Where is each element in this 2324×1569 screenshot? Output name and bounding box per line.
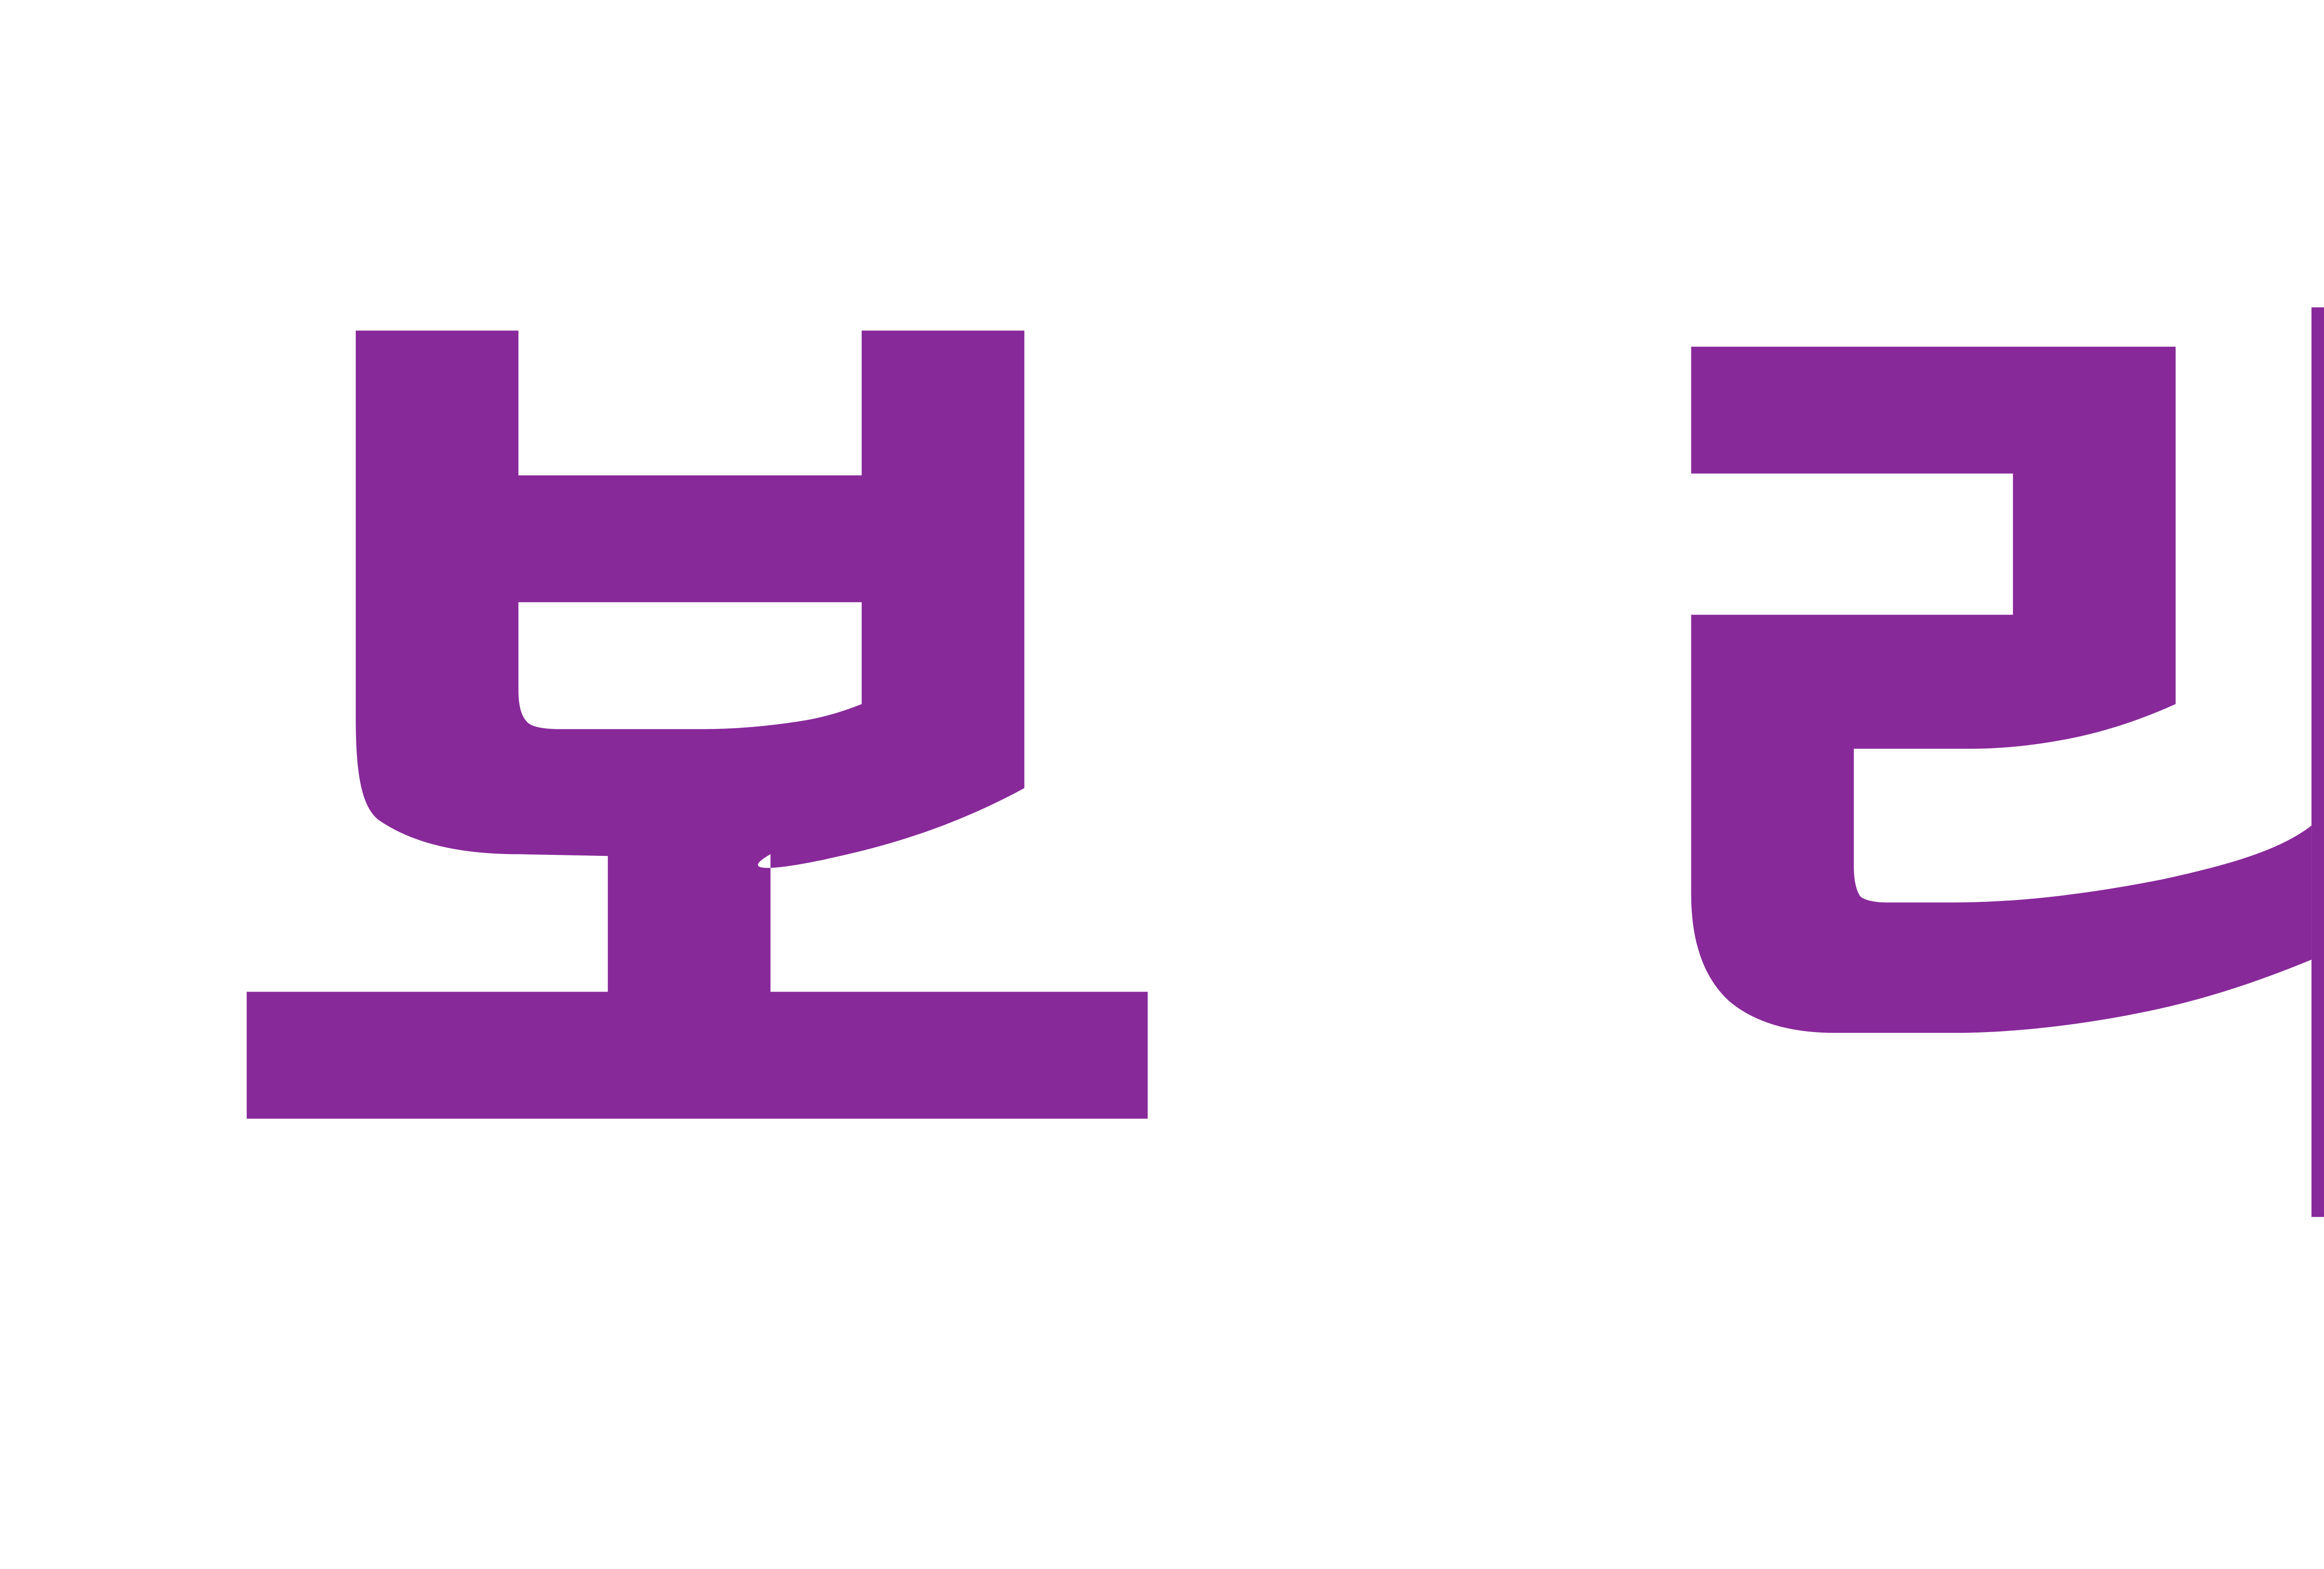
syllable-ra-vowel: [2311, 307, 2324, 1217]
syllable-bo-glyph: [247, 331, 1148, 1119]
syllable-bo: [247, 331, 1148, 1119]
syllable-ra-consonant: [1691, 347, 2311, 1033]
syllable-ra: [1691, 307, 2324, 1217]
